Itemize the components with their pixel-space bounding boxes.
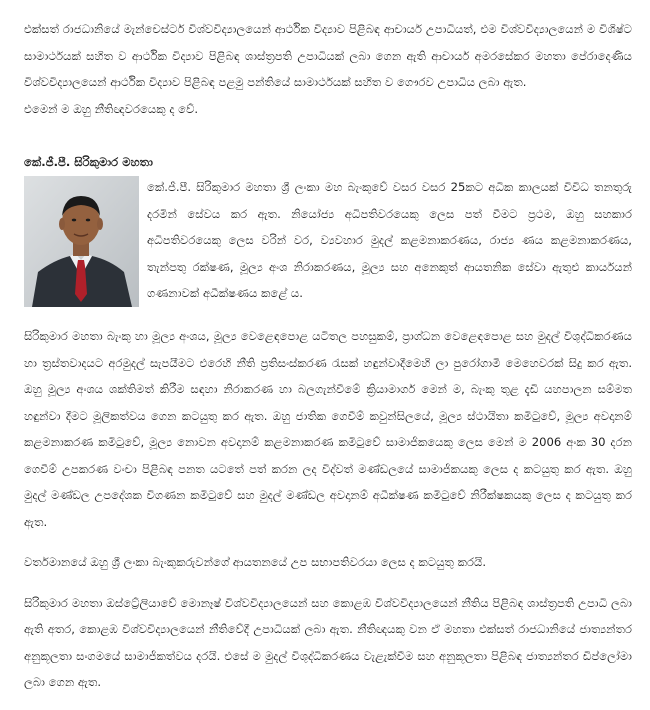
bio-paragraph-4: සිරිකුමාර මහතා ඔස්ට්‍රේලියාවේ මොනෑෂ් විශ්වවිද්‍යාලයෙන් සහ කොළඹ විශ්වවිද්‍යාලයෙන් නීතිය පිළිබඳ ශාස්ත්‍රපති උපාධි ලබා ඇති අතර, කොළඹ විශ්වවිද්‍යාලයෙන් නීතිවේදී උපාධියක් ලබා ඇත. නීතිඥයකු වන ඒ මහතා එක්සත් රාජධානියේ ජාත්‍යන්තර අනුකූලතා සංගමයේ සාමාජිකත්වය දරයි. එසේ ම මුදල් විශුද්ධිකරණය වැළැක්වීම සහ අනුකූලතා පිළිබඳ ජාත්‍යන්තර ඩිප්ලෝමා ලබා ගෙන ඇත. (24, 595, 632, 689)
bio-paragraph-3: වර්තමානයේ ඔහු ශ්‍රී ලංකා බැංකුකරුවන්ගේ ආයතනයේ උප සභාපතිවරයා ලෙස ද කටයුතු කරයි. (24, 555, 487, 569)
person-name-heading: කේ.ජී.පී. සිරිකුමාර මහතා (24, 155, 153, 169)
bio-paragraph-1: කේ.ජී.පී. සිරිකුමාර මහතා ශ්‍රී ලංකා මහ බැංකුවේ වසර වසර 25කට අධික කාලයක් විවිධ තනතුරු දරමින් සේවය කර ඇත. නියෝජ්‍ය අධිපතිවරයෙකු ලෙස පත් වීමට ප්‍රථම, ඔහු සහකාර අධිපතිවරයෙකු ලෙස වරින් වර, ව්‍යවහාර මුදල් කළමනාකරණය, රාජ්‍ය ණය කළමනාකරණය, තැන්පතු රක්ෂණ, මූල්‍ය අංශ නිරාකරණය, මූල්‍ය සහ අනෙකුත් ආයතනික සේවා ඇතුළු කාර්යයන් ගණනාවක් අධීක්ෂණය කළේ ය. (147, 180, 632, 300)
intro-paragraph-2: එමෙන් ම ඔහු නීතිඥවරයෙකු ද වේ. (24, 101, 199, 116)
bio-paragraph-2: සිරිකුමාර මහතා බැංකු හා මූල්‍ය අංශය, මූල්‍ය වෙළෙඳපොළ යටිතල පහසුකම්, ප්‍රාග්ධන වෙළෙඳපොළ සහ මුදල් විශුද්ධිකරණය හා ත්‍රස්තවාදයට අරමුදල් සැපයීමට එරෙහි නීති ප්‍රතිසංස්කරණ රැසක් හඳුන්වාදීමෙහි ලා පුරෝගාමී මෙහෙවරක් සිදු කර ඇත. ඔහු මූල්‍ය අංශය ශක්තිමත් කිරීම සඳහා නිරාකරණ හා බලගැන්වීමේ ක්‍රියාමාර්ග මෙන් ම, බැංකු තුළ දැඩි යහපාලන සම්මත හඳුන්වා දීමට මූලිකත්වය ගෙන කටයුතු කර ඇත. ඔහු ජාතික ගෙවීම් කවුන්සිලයේ, මූල්‍ය ස්ථායිතා කමිටුවේ, මූල්‍ය අවදානම් කළමනාකරණ කමිටුවේ, මූල්‍ය නොවන අවදානම් කළමනාකරණ කමිටුවේ සාමාජිකයෙකු ලෙස මෙන් ම 2006 අංක 30 දරන ගෙවීම් උපකරණ වංචා පිළිබඳ පනත යටතේ පත් කරන ලද විද්වත් මණ්ඩලයේ සාමාජිකයකු ලෙස ද කටයුතු කර ඇත. ඔහු මුදල් මණ්ඩල උපදේශක විගණන කමිටුවේ සහ මුදල් මණ්ඩල අවදානම් අධීක්ෂණ කමිටුවේ නිරීක්ෂකයකු ලෙස ද කටයුතු කර ඇත. (24, 329, 632, 529)
bio-section (24, 174, 632, 309)
intro-paragraph: එක්සත් රාජධානියේ මැන්චෙස්ටර් විශ්වවිද්‍යාලයෙන් ආර්ථික විද්‍යාව පිළිබඳ ආචාර්ය උපාධියත්, එම විශ්වවිද්‍යාලයෙන් ම විශිෂ්ට සාමාර්ථයක් සහිත ව ආර්ථික විද්‍යාව පිළිබඳ ශාස්ත්‍රපති උපාධියක් ලබා ගෙන ඇති ආචාර්ය අමරසේකර මහතා පේරාදෙණිය විශ්වවිද්‍යාලයෙන් ආර්ථික විද්‍යාව පිළිබඳ පළමු පන්තියේ සාමාර්ථයක් සහිත ව ගෞරව උපාධිය ලබා ඇත. (24, 22, 632, 89)
article-body (24, 16, 632, 696)
portrait-photo (24, 176, 139, 307)
